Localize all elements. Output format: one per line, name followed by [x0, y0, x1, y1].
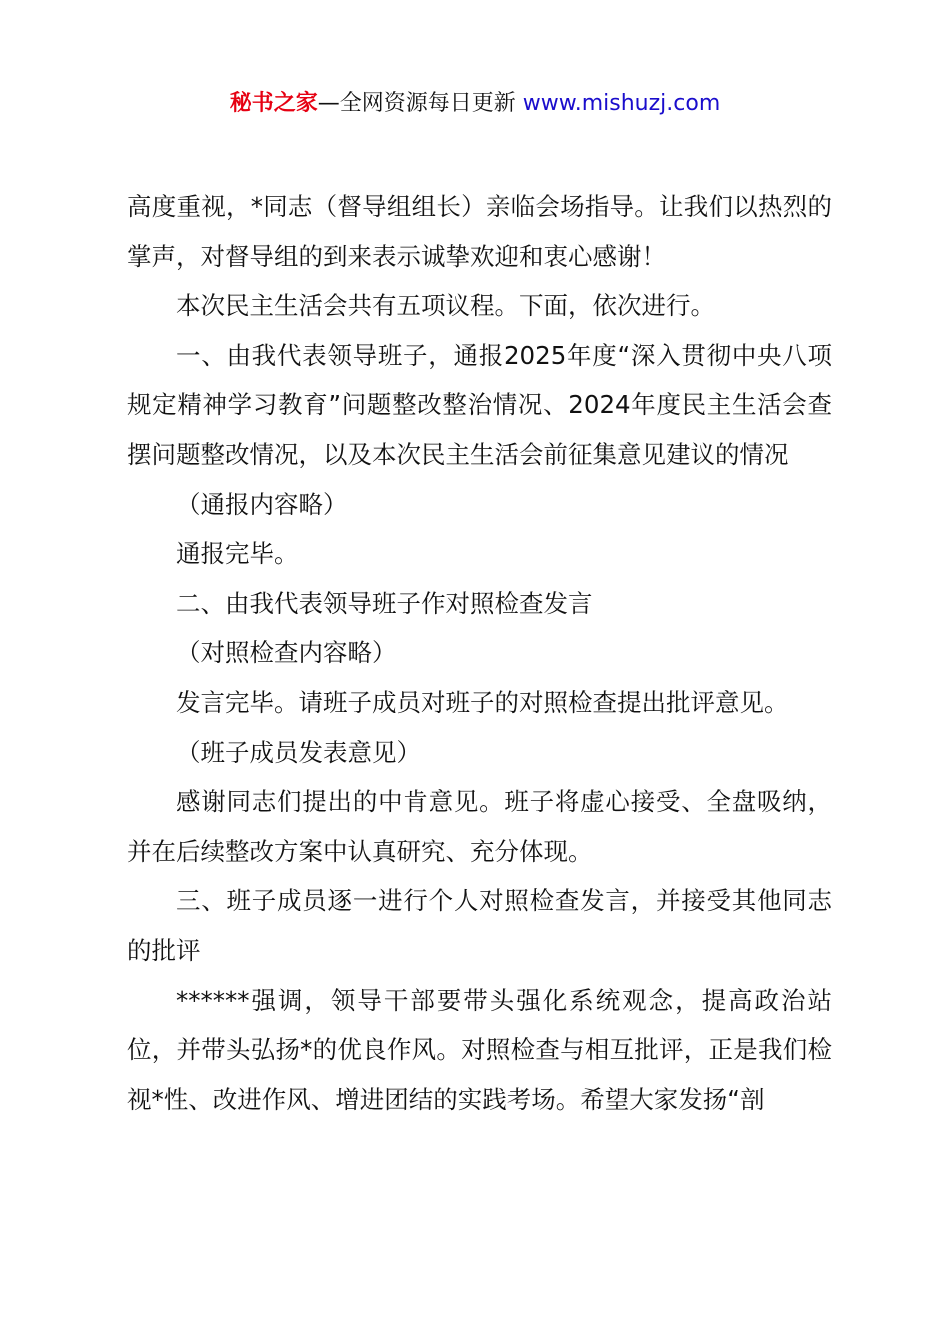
page-header — [0, 86, 950, 122]
site-url-link[interactable]: www.mishuzj.com — [522, 91, 721, 116]
header-tagline: —全网资源每日更新 — [317, 91, 523, 116]
paragraph: 发言完毕。请班子成员对班子的对照检查提出批评意见。 — [176, 687, 789, 717]
agenda-item-1: 一、由我代表领导班子，通报2025年度“深入贯彻中央八项规定精神学习教育”问题整改整治情况、2024年度民主生活会查摆问题整改情况，以及本次民主生活会前征集意见建议的情况 — [127, 340, 832, 469]
paragraph: （通报内容略） — [176, 489, 348, 519]
paragraph: （对照检查内容略） — [176, 638, 397, 668]
paragraph: 通报完毕。 — [176, 539, 299, 569]
paragraph: ******强调，领导干部要带头强化系统观念，提高政治站位，并带头弘扬*的优良作风。对照检查与相互批评，正是我们检视*性、改进作风、增进团结的实践考场。希望大家发扬“剖 — [127, 985, 832, 1114]
agenda-item-2: 二、由我代表领导班子作对照检查发言 — [176, 588, 593, 618]
paragraph: 感谢同志们提出的中肯意见。班子将虚心接受、全盘吸纳，并在后续整改方案中认真研究、充分体现。 — [127, 787, 832, 866]
paragraph: 本次民主生活会共有五项议程。下面，依次进行。 — [176, 291, 715, 321]
paragraph: 高度重视，*同志（督导组组长）亲临会场指导。让我们以热烈的掌声，对督导组的到来表示诚挚欢迎和衷心感谢！ — [127, 192, 832, 271]
brand-name: 秘书之家 — [229, 91, 318, 116]
document-body — [127, 182, 832, 1124]
paragraph: （班子成员发表意见） — [176, 737, 421, 767]
agenda-item-3: 三、班子成员逐一进行个人对照检查发言，并接受其他同志的批评 — [127, 886, 832, 965]
